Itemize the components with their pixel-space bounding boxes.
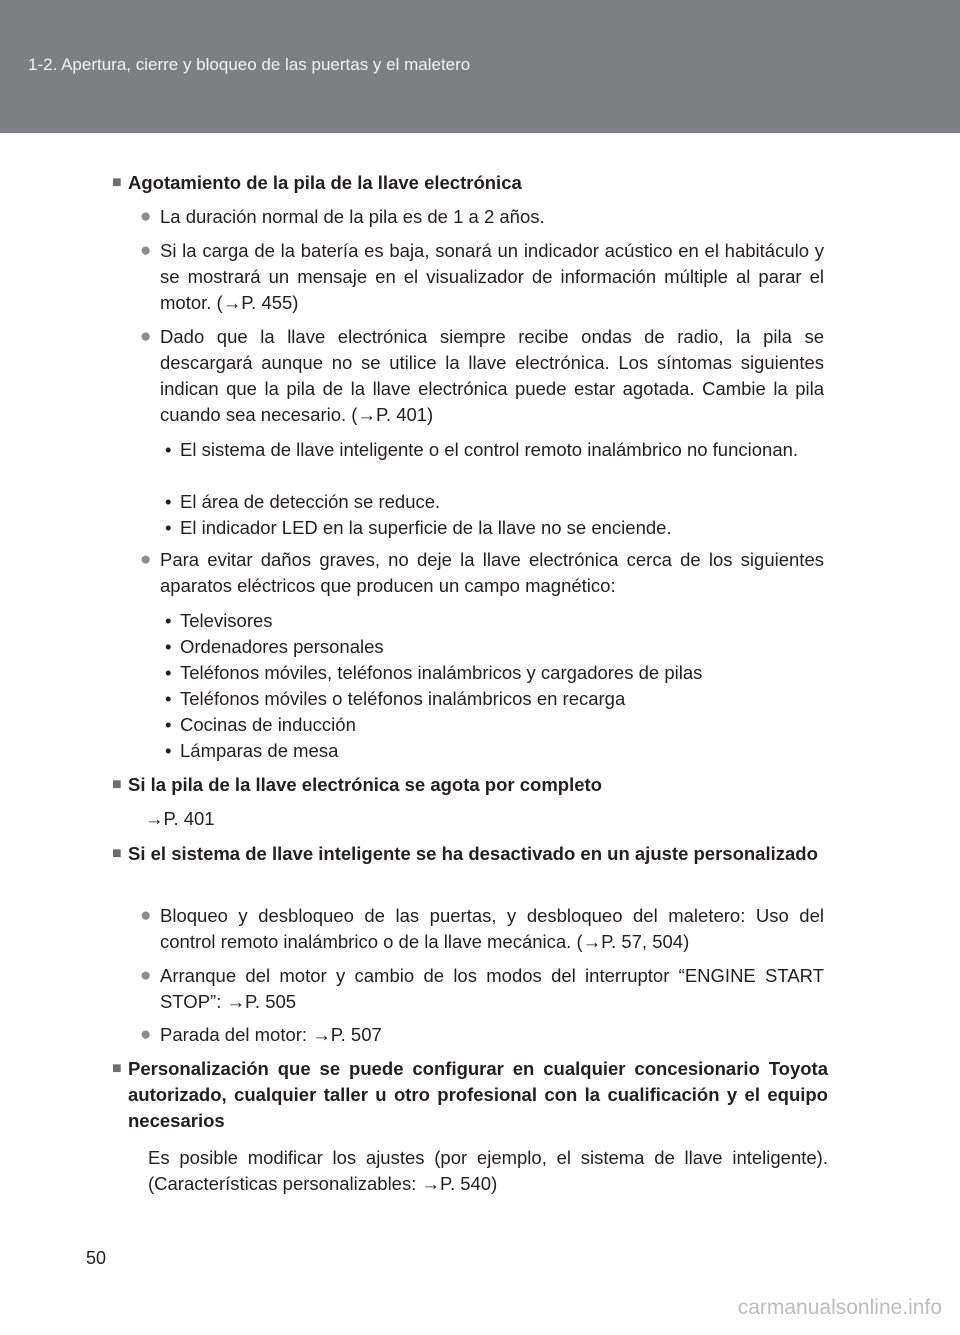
bullet-item: ● Bloqueo y desbloqueo de las puertas, y desbloqueo del maletero: Uso del control remoto inalámbrico o de la llave mecánica. (→P. 57, 504) [140,905,824,952]
bullet-item: ● Para evitar daños graves, no deje la llave electrónica cerca de los siguientes aparatos eléctricos que producen un campo magnético: [140,549,824,596]
section-heading: ■ Agotamiento de la pila de la llave electrónica [128,170,828,196]
sub-list-item: • Lámparas de mesa [165,740,339,761]
circle-bullet-icon: ● [140,1024,152,1045]
page-header [0,0,960,133]
bullet-item: ● Arranque del motor y cambio de los modos del interruptor “ENGINE START STOP”: →P. 505 [140,965,824,1012]
bullet-item: ● Parada del motor: →P. 507 [160,1022,824,1048]
sub-list-item: • Ordenadores personales [165,636,384,657]
chapter-title: 1-2. Apertura, cierre y bloqueo de las puertas y el maletero [28,55,471,74]
circle-bullet-icon: ● [140,206,152,227]
bullet-item: ● Si la carga de la batería es baja, sonará un indicador acústico en el habitáculo y se mostrará un mensaje en el visualizador de información múltiple al parar el motor. (→P. 455) [140,240,824,313]
circle-bullet-icon: ● [140,326,152,347]
square-bullet-icon: ■ [112,845,122,862]
section-heading: ■ Si el sistema de llave inteligente se ha desactivado en un ajuste personalizado [128,841,828,867]
bullet-item: ● Dado que la llave electrónica siempre recibe ondas de radio, la pila se descargará aunque no se utilice la llave electrónica. Los síntomas siguientes indican que la pila de la llave electrónica puede estar agotada. Cambie la pila cuando sea necesario. (→P. 401) [140,326,824,425]
page-reference: →P. 401 [145,808,215,829]
sub-list-item: • Cocinas de inducción [165,714,356,735]
sub-list-item: • El sistema de llave inteligente o el control remoto inalámbrico no funcionan. [165,439,799,460]
sub-list-item: • El indicador LED en la superficie de la llave no se enciende. [165,517,672,538]
circle-bullet-icon: ● [140,905,152,926]
square-bullet-icon: ■ [112,174,122,191]
sub-list-item: • Teléfonos móviles, teléfonos inalámbricos y cargadores de pilas [165,662,703,683]
body-paragraph: Es posible modificar los ajustes (por ejemplo, el sistema de llave inteligente). (Características personalizables: →P. 540) [148,1147,828,1194]
circle-bullet-icon: ● [140,240,152,261]
section-heading: ■ Si la pila de la llave electrónica se agota por completo [128,772,828,798]
circle-bullet-icon: ● [140,549,152,570]
sub-list-item: • El área de detección se reduce. [165,491,441,512]
section-heading: ■ Personalización que se puede configurar en cualquier concesionario Toyota autorizado, cualquier taller u otro profesional con la cualificación y el equipo necesarios [112,1058,828,1131]
sub-list-item: • Televisores [165,610,273,631]
square-bullet-icon: ■ [112,776,122,793]
square-bullet-icon: ■ [112,1060,122,1077]
sub-list-item: • Teléfonos móviles o teléfonos inalámbricos en recarga [165,688,626,709]
bullet-item: ● La duración normal de la pila es de 1 a 2 años. [160,204,824,230]
watermark: carmanualsonline.info [737,1296,942,1319]
page-number: 50 [86,1248,107,1268]
circle-bullet-icon: ● [140,965,152,986]
